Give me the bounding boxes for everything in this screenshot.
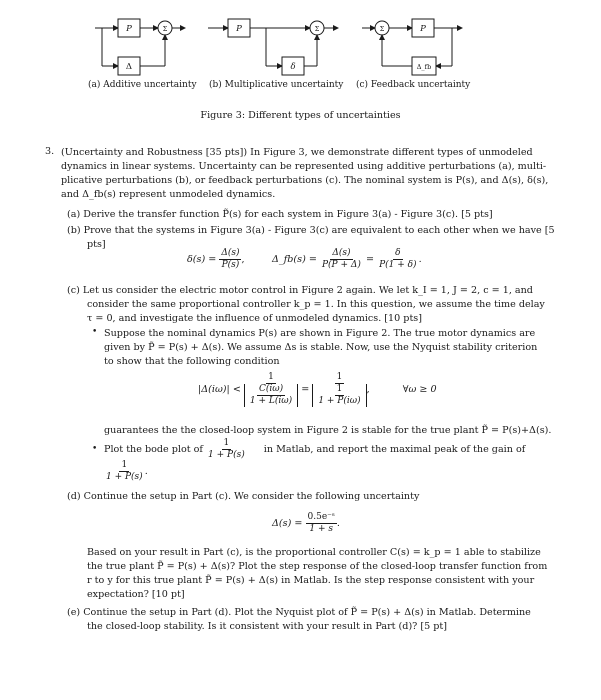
eq-delta-lhs: δ(s) = xyxy=(187,254,217,265)
c-after-line: guarantees the the closed-loop system in Figure 2 is stable for the true plant P̃ = P(s)+Δ(s). xyxy=(104,425,552,436)
part-e-line-1: (e) Continue the setup in Part (d). Plot the Nyquist plot of P̃ = P(s) + Δ(s) in Matlab. Determine xyxy=(67,607,531,618)
part-c-line-3: τ = 0, and investigate the influence of unmodeled dynamics. [10 pts] xyxy=(87,313,422,324)
c-bullet1-line-2: given by P̃ = P(s) + Δ(s). We assume Δs is stable. Now, use the Nyquist stability criterion xyxy=(104,342,538,353)
c-bullet2-end: . xyxy=(144,466,148,477)
caption-a: (a) Additive uncertainty xyxy=(88,80,197,90)
ineq-d1 xyxy=(244,384,298,407)
c-bullet2-n: 1 xyxy=(223,438,230,448)
eq-fb: Δ_fb(s) = $\frac{\Delta(s)}{P(P + \Delta)}$ = $\frac{\delta}{P(1 + \delta)}$ . xyxy=(272,248,422,270)
part-c-line-1: (c) Let us consider the electric motor control in Figure 2 again. We let k_I = 1, J = 2, c = 1, and xyxy=(67,285,533,296)
part-b-line-1: (b) Prove that the systems in Figure 3(a) - Figure 3(c) are equivalent to each other when we have [5 xyxy=(67,225,555,236)
ineq-n1: 1 xyxy=(268,372,274,382)
c-bullet2 xyxy=(104,438,525,461)
d-eq-end: . xyxy=(336,518,340,529)
c-bullet2-frac xyxy=(206,438,247,461)
eq-delta-num: Δ(s) xyxy=(221,248,240,258)
caption-c: (c) Feedback uncertainty xyxy=(356,80,471,90)
ineq-lhs: |Δ(iω)| < xyxy=(198,384,241,395)
ineq-inner-frac-1 xyxy=(248,384,294,407)
ineq-d1-den: 1 + L(iω) xyxy=(249,396,293,406)
sum-a: Σ xyxy=(162,25,168,33)
d-after-line-1: Based on your result in Part (c), is the proportional controller C(s) = k_p = 1 able to stabilize xyxy=(87,547,541,558)
eq-delta: δ(s) = $\frac{\Delta(s)}{P(s)}$ , xyxy=(187,248,245,270)
part-a: (a) Derive the transfer function P̃(s) for each system in Figure 3(a) - Figure 3(c). [5 pts] xyxy=(67,209,493,220)
c-bullet2-frac-2 xyxy=(104,460,145,483)
ineq-d1-num: C(iω) xyxy=(258,384,284,394)
ineq-frac-2 xyxy=(312,372,366,407)
ineq-d2 xyxy=(312,384,366,407)
part-c-line-2: consider the same proportional controller k_p = 1. In this question, we assume the time delay xyxy=(87,299,545,310)
ineq: |Δ(iω)| < $\frac{1}{\frac{C(i\omega)}{1 + L(i\omega)}}$ = $\frac{1}{\frac{1}{1 + P(i\omega)}}$ , ∀ω ≥ 0 xyxy=(198,372,437,406)
d-eq-num: 0.5e⁻ˢ xyxy=(307,512,335,522)
intro-line-2: dynamics in linear systems. Uncertainty can be represented using additive perturbations (a), multi- xyxy=(61,161,547,172)
c-bullet2-n2: 1 xyxy=(121,460,128,470)
part-e-line-2: the closed-loop stability. Is it consistent with your result in Part (d)? [5 pt] xyxy=(87,621,448,632)
c-bullet1-line-3: to show that the following condition xyxy=(104,356,280,367)
eq-fb-num-1: Δ(s) xyxy=(332,248,351,258)
c-bullet2-d2: 1 + P(s) xyxy=(106,472,143,482)
block-delta-c: Δ_fb xyxy=(416,63,432,71)
block-p-a: P xyxy=(126,24,132,34)
d-eq-lhs: Δ(s) = xyxy=(272,518,303,529)
c-bullet2-d: 1 + P(s) xyxy=(208,450,245,460)
d-after-line-2: the true plant P̃ = P(s) + Δ(s)? Plot the step response of the closed-loop transfer function from xyxy=(87,561,548,572)
d-eq-den: 1 + s xyxy=(309,524,334,534)
d-after-line-3: r to y for this true plant P̃ = P(s) + Δ(s) in Matlab. Is the step response consistent with your xyxy=(87,575,535,586)
block-p-b: P xyxy=(236,24,242,34)
ineq-cond: ∀ω ≥ 0 xyxy=(402,384,437,395)
diagram-feedback xyxy=(362,19,462,75)
bullet-2: • xyxy=(92,444,98,454)
ineq-d2-num: 1 xyxy=(336,384,343,394)
sum-b: Σ xyxy=(314,25,320,33)
c-bullet2-pre: Plot the bode plot of xyxy=(104,444,203,455)
block-p-c: P xyxy=(420,24,426,34)
d-eq-frac xyxy=(306,512,337,535)
c-bullet2-tail xyxy=(104,460,148,483)
d-eq xyxy=(272,512,340,535)
caption-b: (b) Multiplicative uncertainty xyxy=(209,80,344,90)
eq-fb-eq: = xyxy=(365,254,374,265)
part-d: (d) Continue the setup in Part (c). We consider the following uncertainty xyxy=(67,491,420,502)
c-bullet2-post: in Matlab, and report the maximal peak of the gain of xyxy=(263,444,526,455)
problem-number: 3. xyxy=(45,146,55,157)
ineq-frac-1 xyxy=(244,372,298,407)
eq-fb-den-2: P(1 + δ) xyxy=(379,260,417,270)
eq-fb-frac-1 xyxy=(320,248,363,271)
eq-fb-frac-2 xyxy=(377,248,419,271)
eq-fb-lhs: Δ_fb(s) = xyxy=(272,254,317,265)
diagram-additive xyxy=(95,19,185,75)
bullet-1: • xyxy=(92,327,98,337)
d-after-line-4: expectation? [10 pt] xyxy=(87,589,185,600)
part-b-line-2: pts] xyxy=(87,239,106,250)
figure-title: Figure 3: Different types of uncertainties xyxy=(200,110,401,121)
ineq-inner-frac-2 xyxy=(316,384,362,407)
intro-line-4: and Δ_fb(s) represent unmodeled dynamics. xyxy=(61,189,276,200)
ineq-n2: 1 xyxy=(336,372,343,382)
block-delta-b: δ xyxy=(290,62,296,72)
intro-line-1: (Uncertainty and Robustness [35 pts]) In Figure 3, we demonstrate different types of unmodeled xyxy=(61,147,533,158)
ineq-d2-den: 1 + P(iω) xyxy=(318,396,361,406)
block-delta-a: Δ xyxy=(125,62,133,72)
ineq-eq: = xyxy=(301,384,310,395)
eq-fb-num-2: δ xyxy=(395,248,401,258)
intro-line-3: plicative perturbations (b), or feedback perturbations (c). The nominal system is P(s), and Δ(s), δ(s), xyxy=(61,175,549,186)
sum-c: Σ xyxy=(379,25,385,33)
c-bullet1-line-1: Suppose the nominal dynamics P(s) are shown in Figure 2. The true motor dynamics are xyxy=(104,328,536,339)
eq-delta-frac xyxy=(219,248,241,271)
eq-delta-den: P(s) xyxy=(221,260,240,270)
eq-fb-den-1: P(P + Δ) xyxy=(321,260,361,270)
